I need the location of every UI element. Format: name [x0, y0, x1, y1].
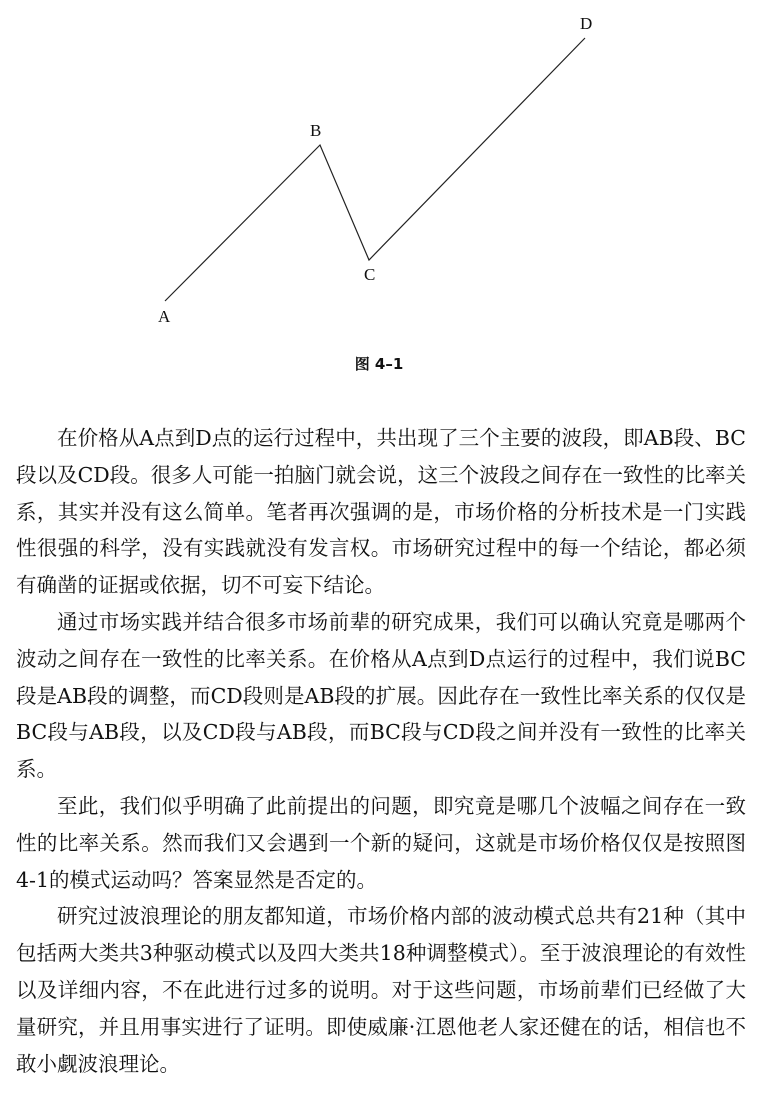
paragraph-4: 研究过波浪理论的朋友都知道，市场价格内部的波动模式总共有21种（其中包括两大类共3种驱动模式以及四大类共18种调整模式）。至于波浪理论的有效性以及详细内容，不在此进行过多的说明。对于这些问题，市场前辈们已经做了大量研究，并且用事实进行了证明。即使威廉·江恩他老人家还健在的话，相信也不敢小觑波浪理论。 [16, 904, 746, 1076]
paragraph-2: 通过市场实践并结合很多市场前辈的研究成果，我们可以确认究竟是哪两个波动之间存在一致性的比率关系。在价格从A点到D点运行的过程中，我们说BC段是AB段的调整，而CD段则是AB段的扩展。因此存在一致性比率关系的仅仅是BC段与AB段，以及CD段与AB段，而BC段与CD段之间并没有一致性的比率关系。 [16, 609, 746, 782]
wave-figure [0, 0, 758, 380]
wave-line-abcd [165, 38, 585, 301]
wave-diagram [0, 0, 758, 380]
point-label-b: B [310, 121, 322, 140]
point-label-c: C [364, 265, 376, 284]
point-label-a: A [158, 307, 171, 326]
body-text [16, 420, 746, 1082]
paragraph-3: 至此，我们似乎明确了此前提出的问题，即究竟是哪几个波幅之间存在一致性的比率关系。然而我们又会遇到一个新的疑问，这就是市场价格仅仅是按照图4-1的模式运动吗？答案显然是否定的。 [16, 793, 746, 892]
point-label-d: D [580, 14, 593, 33]
figure-caption: 图 4–1 [354, 355, 404, 373]
paragraph-1: 在价格从A点到D点的运行过程中，共出现了三个主要的波段，即AB段、BC段以及CD段。很多人可能一拍脑门就会说，这三个波段之间存在一致性的比率关系，其实并没有这么简单。笔者再次强调的是，市场价格的分析技术是一门实践性很强的科学，没有实践就没有发言权。市场研究过程中的每一个结论，都必须有确凿的证据或依据，切不可妄下结论。 [16, 426, 746, 598]
